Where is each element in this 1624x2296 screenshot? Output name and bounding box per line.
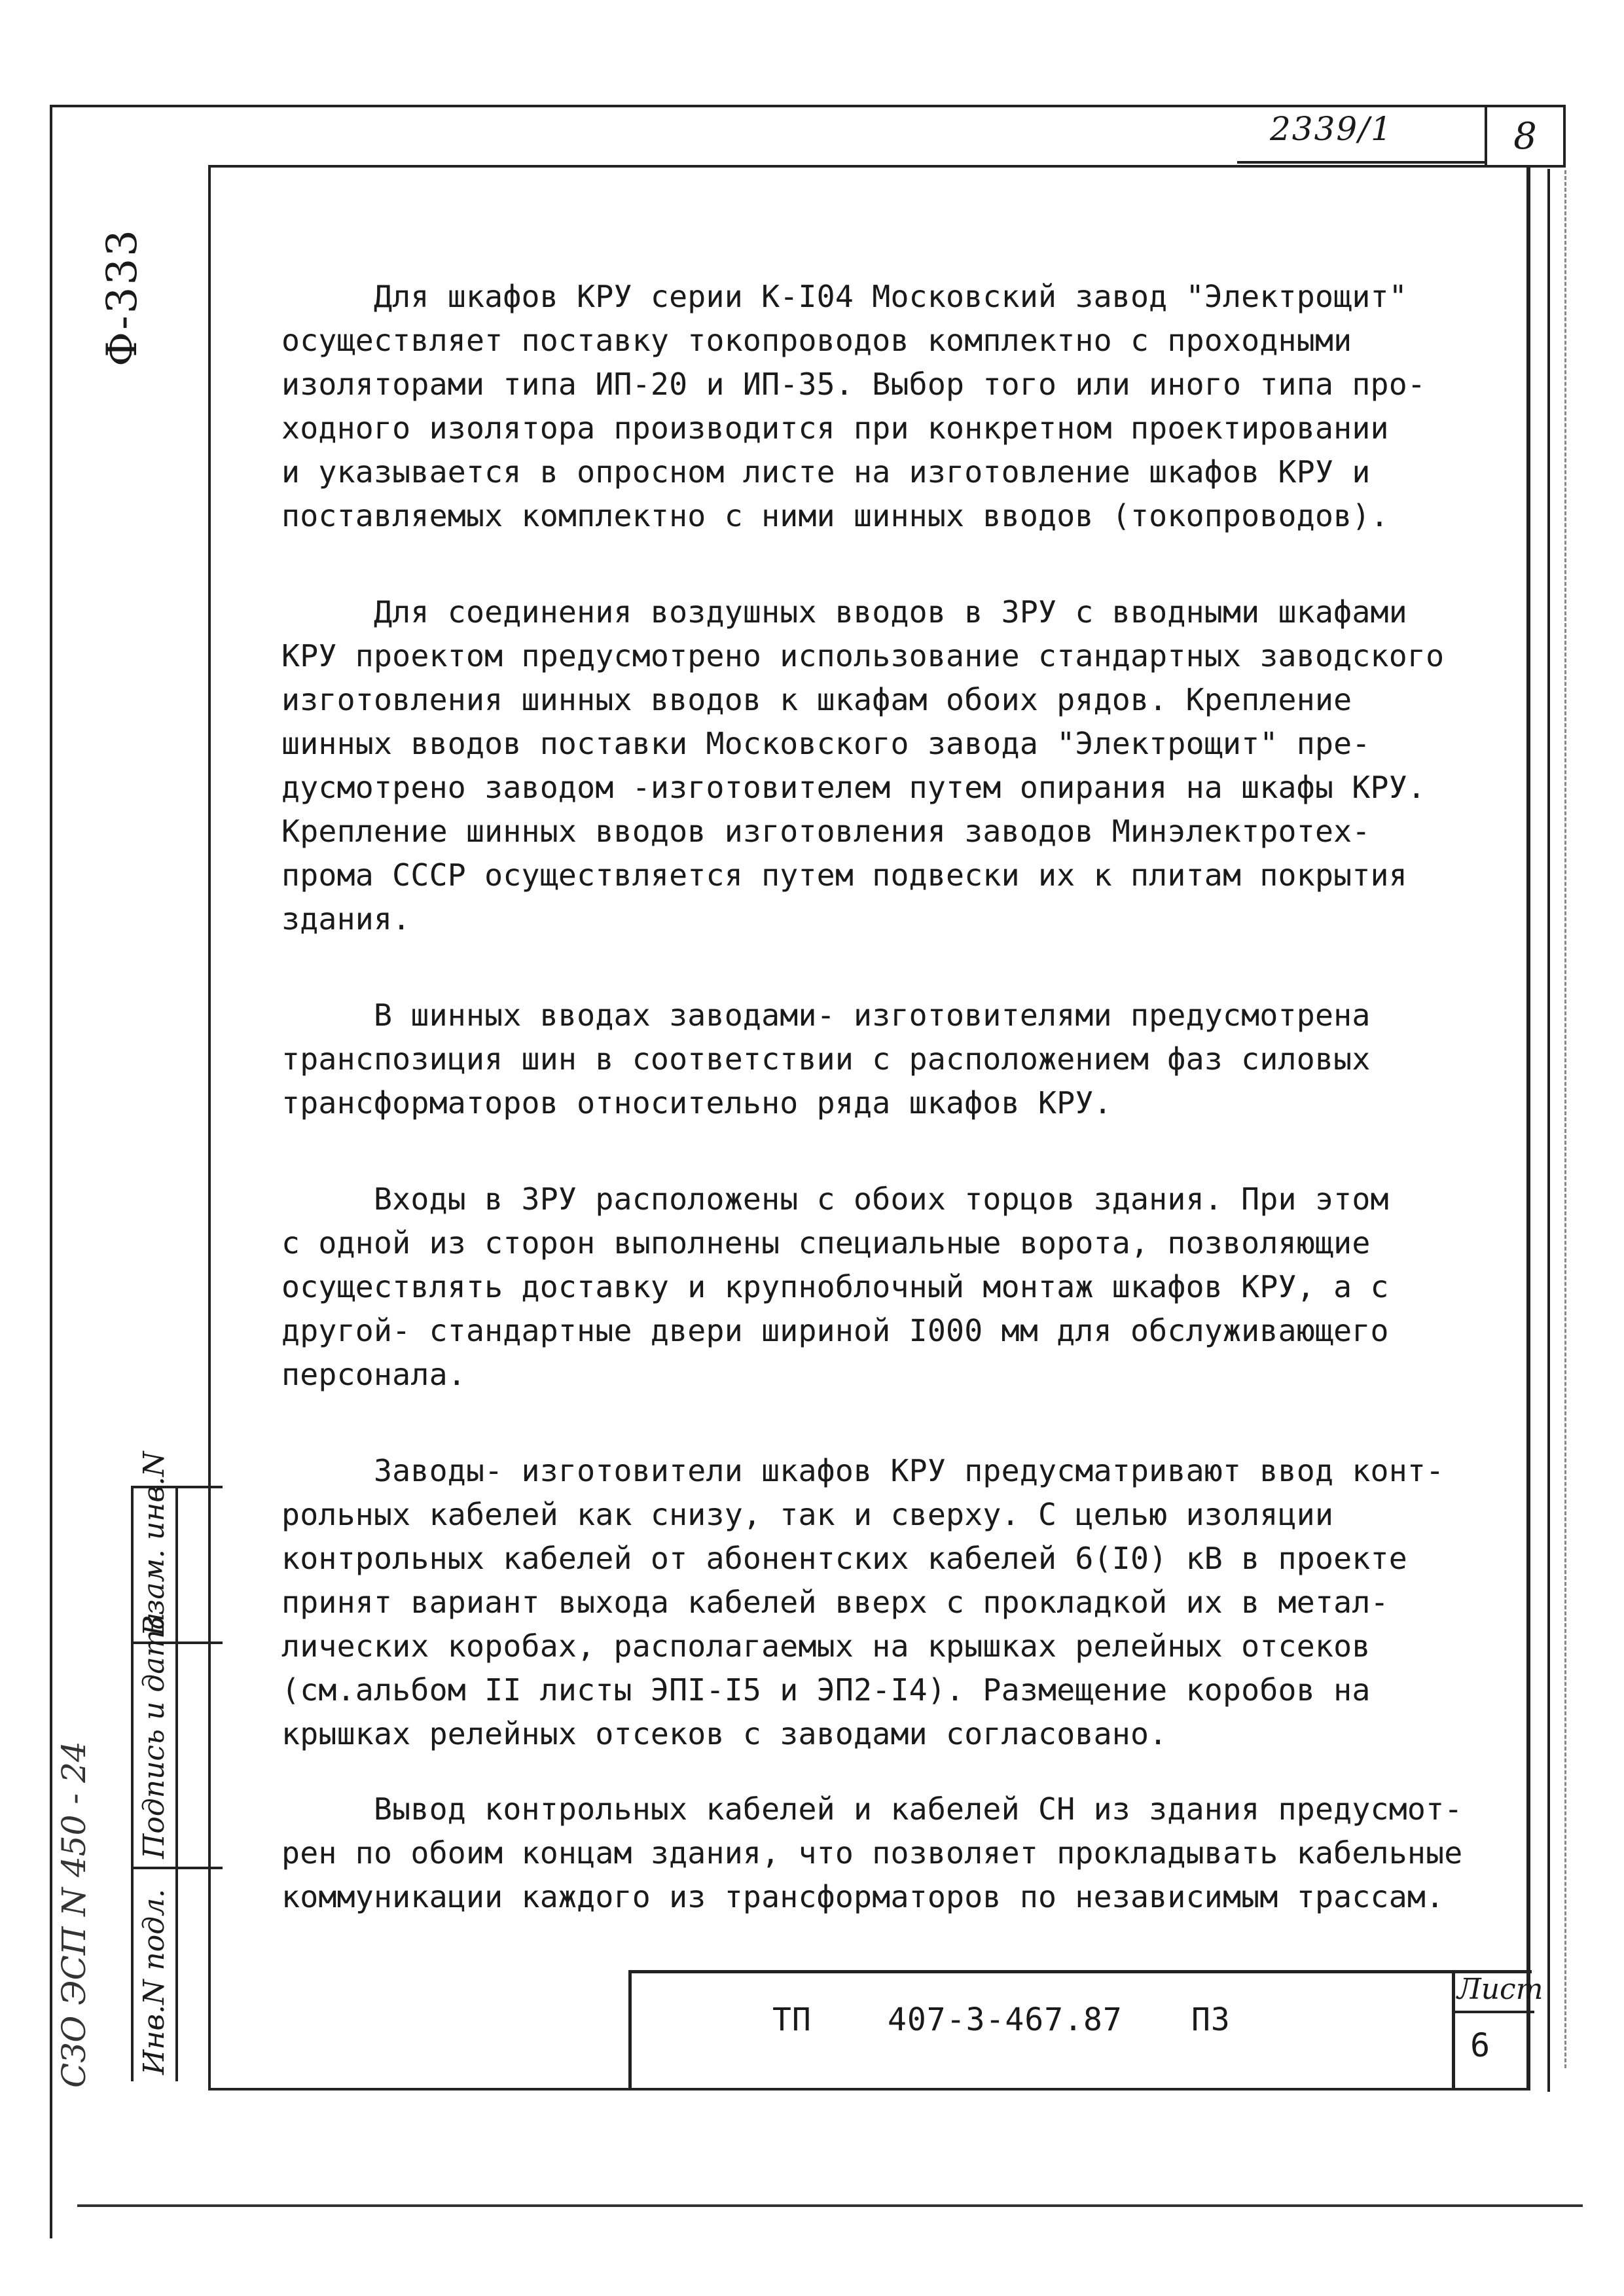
title-block-doc-type: ПЗ [1191,2001,1231,2038]
title-block-series: ТП [772,2001,812,2038]
sheet-divider [1454,2011,1534,2013]
line: Крепление шинных вводов изготовления заводов Минэлектротех- [281,814,1371,849]
line: персонала. [281,1357,466,1392]
side-form-code: Ф-333 [98,228,147,367]
line: рольных кабелей как снизу, так и сверху. С целью изоляции [281,1497,1334,1532]
line: (см.альбом II листы ЭПI-I5 и ЭП2-I4). Размещение коробов на [281,1672,1371,1708]
outer-frame-bottom [77,2204,1583,2207]
document-code: 2339/1 [1270,110,1393,148]
paragraph-6 [281,1787,1512,1919]
line: изоляторами типа ИП-20 и ИП-35. Выбор того или иного типа про- [281,367,1426,402]
line: рен по обоим концам здания, что позволяет прокладывать кабельные [281,1835,1463,1871]
line: В шинных вводах заводами- изготовителями предусмотрена [281,997,1371,1033]
line: транспозиция шин в соответствии с расположением фаз силовых [281,1041,1371,1077]
paragraph-1 [281,275,1512,538]
line: Вывод контрольных кабелей и кабелей СН из здания предусмот- [281,1791,1463,1827]
paragraph-5 [281,1449,1512,1756]
line: шинных вводов поставки Московского завода "Электрощит" пре- [281,726,1371,761]
outer-frame-top [51,105,1495,107]
line: Для соединения воздушных вводов в ЗРУ с вводными шкафами [281,594,1407,630]
stamp-line [131,1867,223,1869]
line: с одной из сторон выполнены специальные ворота, позволяющие [281,1225,1371,1261]
stamp-inventory-label: Инв.N подл. [137,1888,171,2075]
line: лических коробах, располагаемых на крышках релейных отсеков [281,1628,1371,1664]
stamp-line [175,1486,178,2081]
line: ходного изолятора производится при конкретном проектировании [281,410,1389,446]
title-block-designation: 407-3-467.87 [888,2001,1123,2038]
approval-stamp-strip [131,1451,223,2075]
document-body [281,275,1512,1919]
line: поставляемых комплектно с ними шинных вводов (токопроводов). [281,498,1389,533]
paragraph-2 [281,590,1512,941]
line: КРУ проектом предусмотрено использование стандартных заводского [281,638,1445,673]
line: прома СССР осуществляется путем подвески их к плитам покрытия [281,857,1407,893]
line: осуществлять доставку и крупноблочный монтаж шкафов КРУ, а с [281,1269,1389,1304]
stamp-replace-label: Взам. инв.N [137,1451,171,1636]
line: Заводы- изготовители шкафов КРУ предусматривают ввод конт- [281,1453,1445,1488]
document-code-underline [1237,161,1486,164]
line: Для шкафов КРУ серии К-I04 Московский завод "Электрощит" [281,279,1407,314]
line: осуществляет поставку токопроводов комплектно с проходными [281,323,1352,358]
title-block-line [628,1970,632,2088]
sheet-label: Лист [1457,1973,1543,2006]
line: изготовления шинных вводов к шкафам обоих рядов. Крепление [281,682,1352,717]
line: и указывается в опросном листе на изготовление шкафов КРУ и [281,454,1371,490]
line: Входы в ЗРУ расположены с обоих торцов здания. При этом [281,1181,1389,1217]
outer-frame-right-dashed [1564,170,1566,2068]
sheet-number: 6 [1470,2026,1490,2064]
line: коммуникации каждого из трансформаторов по независимым трассам. [281,1879,1445,1914]
line: крышках релейных отсеков с заводами согласовано. [281,1716,1168,1751]
line: контрольных кабелей от абонентских кабелей 6(I0) кВ в проекте [281,1541,1407,1576]
line: трансформаторов относительно ряда шкафов КРУ. [281,1085,1112,1121]
stamp-line [131,1486,134,2081]
stamp-sign-label: Подпись и дата [137,1612,171,1859]
title-block-line [1452,1970,1455,2088]
outer-frame-left [50,105,52,2238]
page-number-box [1485,105,1566,168]
inner-frame-right-double [1547,169,1550,2092]
line: дусмотрено заводом -изготовителем путем опирания на шкафы КРУ. [281,770,1426,805]
page-number: 8 [1513,115,1537,158]
handwritten-note: СЗО ЭСП N 450 - 24 [55,1741,93,2088]
line: другой- стандартные двери шириной I000 мм для обслуживающего [281,1313,1389,1348]
paragraph-3 [281,994,1512,1125]
line: принят вариант выхода кабелей вверх с прокладкой их в метал- [281,1585,1389,1620]
line: здания. [281,901,411,937]
paragraph-4 [281,1177,1512,1397]
